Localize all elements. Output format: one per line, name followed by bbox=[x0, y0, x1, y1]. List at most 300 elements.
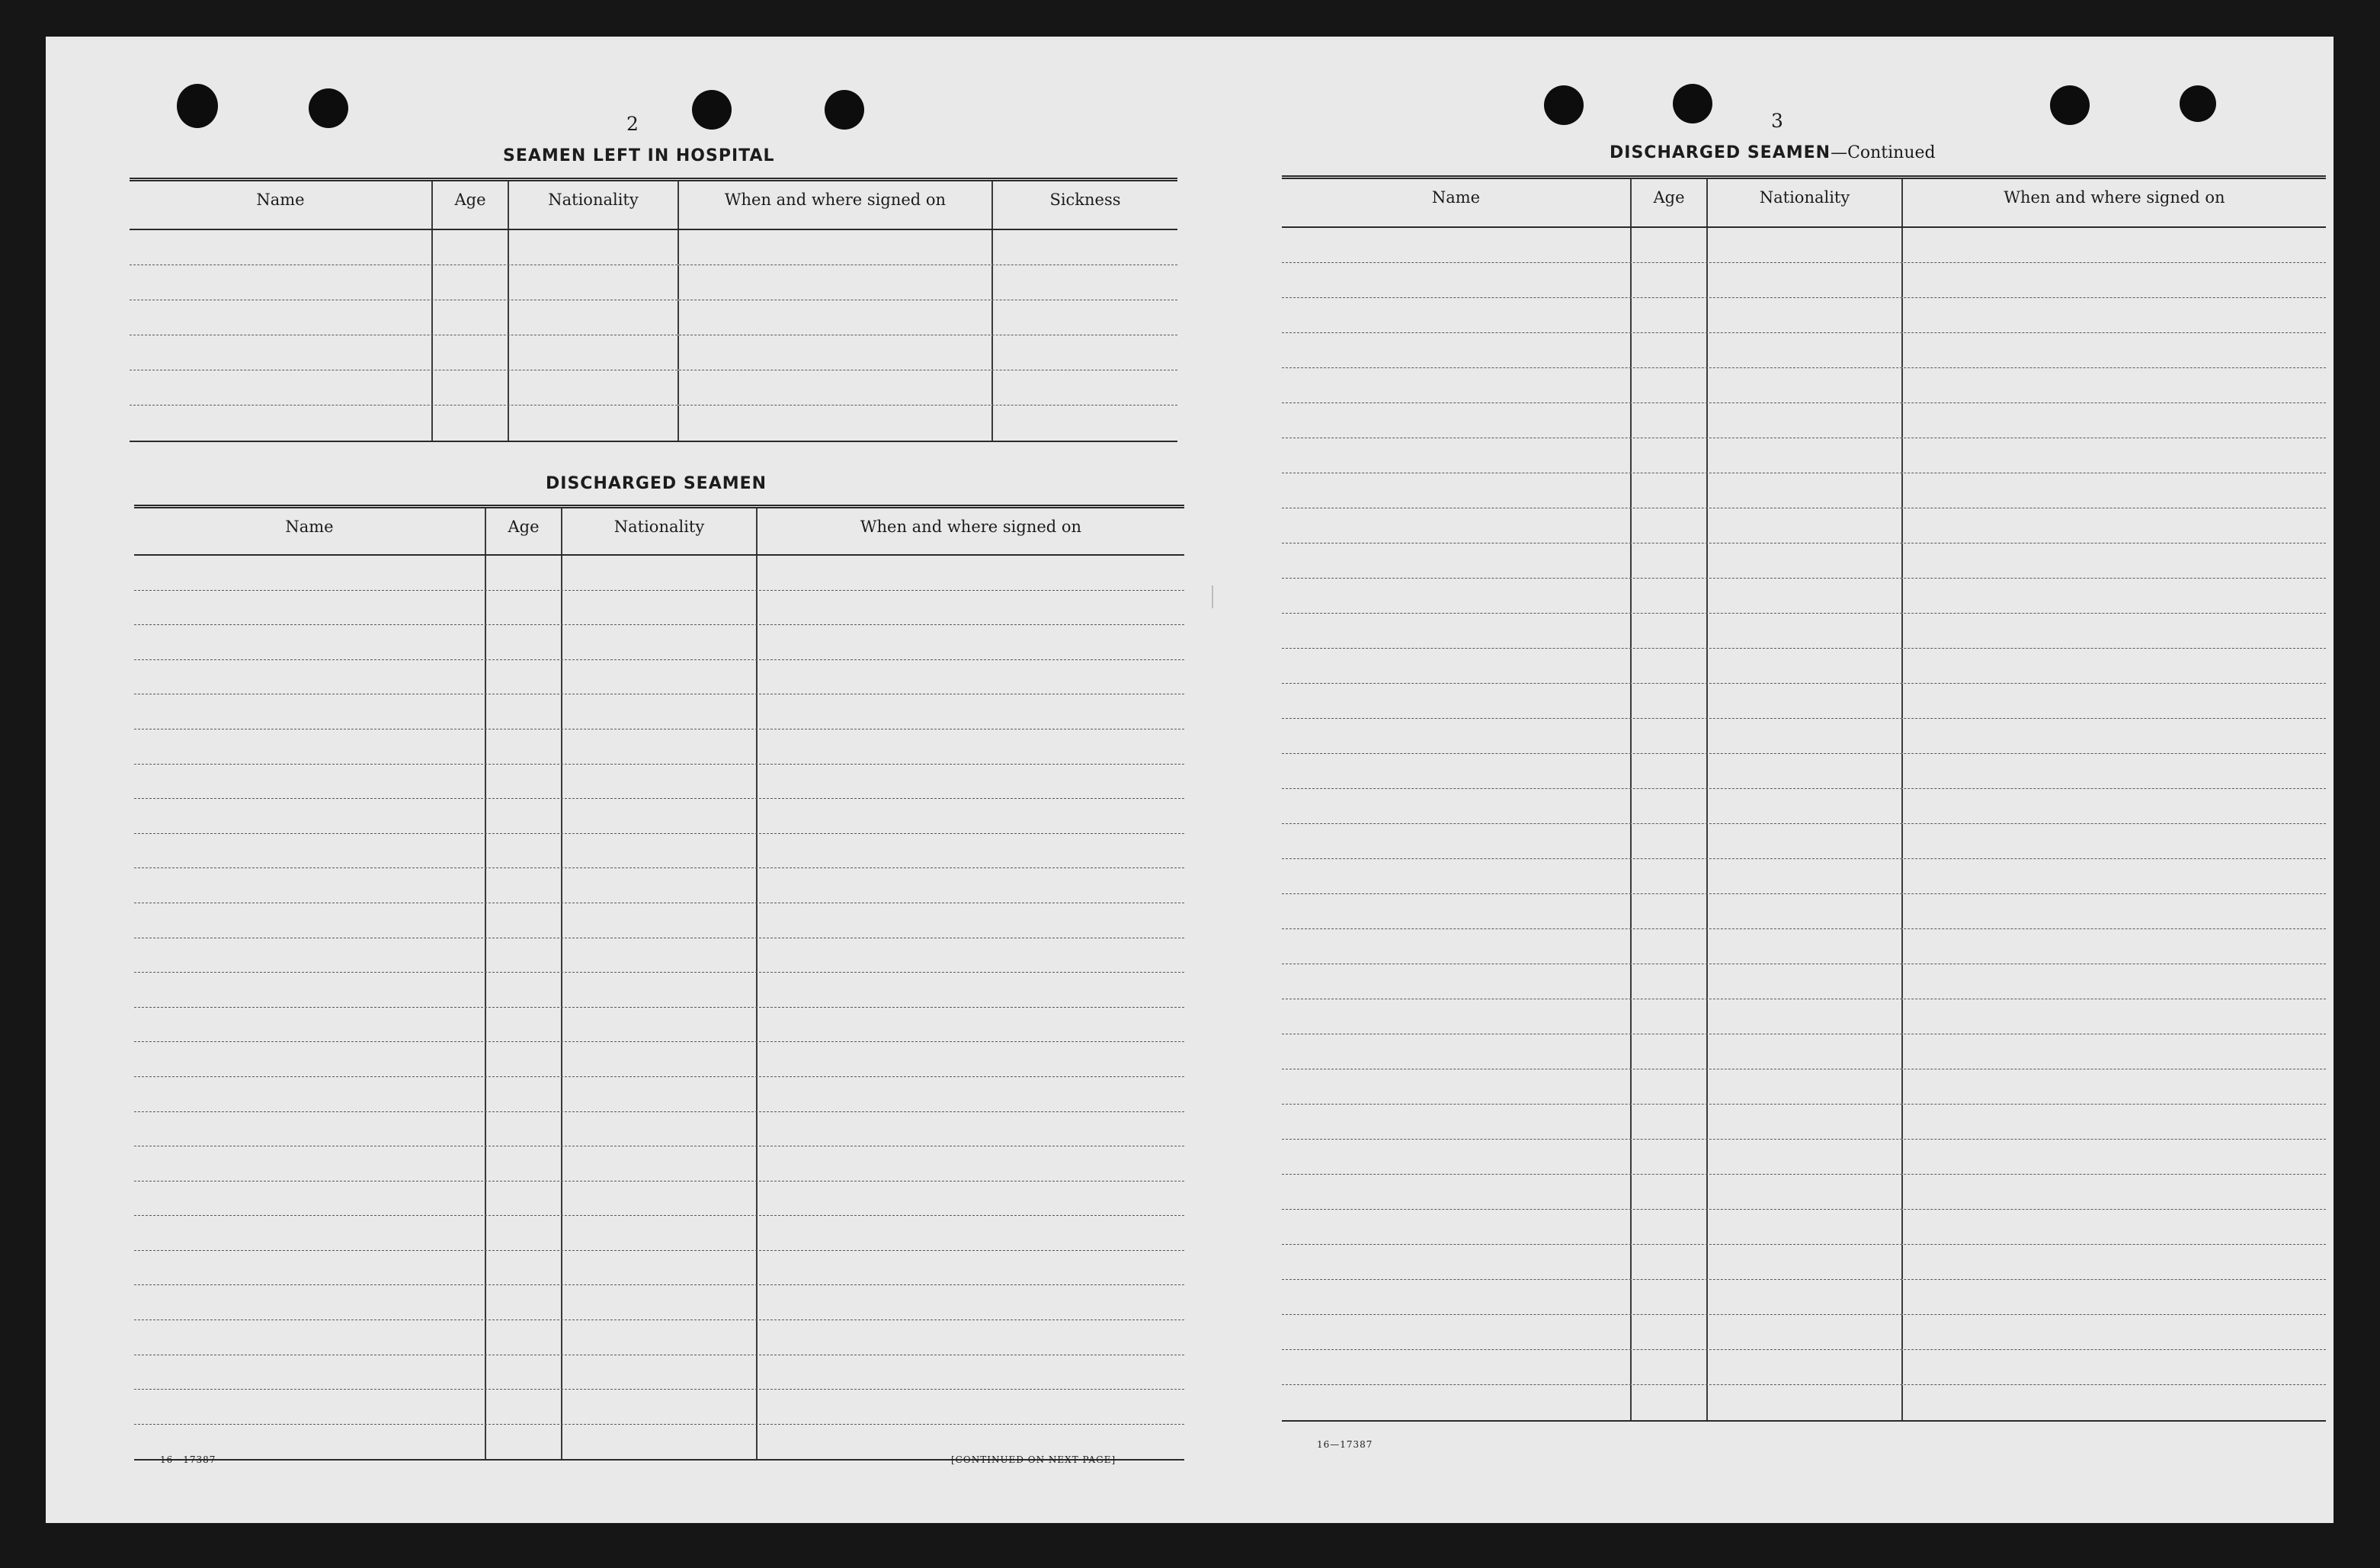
table-cell bbox=[1282, 298, 1630, 332]
col-age: Age bbox=[485, 508, 561, 554]
table-row bbox=[134, 1251, 1184, 1286]
table-cell bbox=[991, 335, 1177, 370]
table-cell bbox=[134, 1216, 485, 1250]
col-age: Age bbox=[1630, 179, 1706, 226]
table-cell bbox=[756, 1077, 1184, 1111]
table-cell bbox=[1630, 929, 1706, 964]
table-cell bbox=[485, 1042, 561, 1076]
table-cell bbox=[1706, 1210, 1901, 1244]
table-cell bbox=[756, 1216, 1184, 1250]
table-cell bbox=[1706, 438, 1901, 473]
table-cell bbox=[1282, 824, 1630, 858]
table-cell bbox=[1901, 228, 2326, 262]
table-cell bbox=[1630, 1280, 1706, 1314]
col-nationality: Nationality bbox=[508, 181, 677, 229]
table-cell bbox=[1630, 614, 1706, 648]
table-row bbox=[134, 903, 1184, 938]
table-cell bbox=[1706, 1385, 1901, 1420]
table-cell bbox=[561, 1008, 756, 1042]
table-cell bbox=[1706, 964, 1901, 999]
table-cell bbox=[1630, 1385, 1706, 1420]
table-cell bbox=[756, 625, 1184, 659]
table-cell bbox=[508, 230, 677, 265]
right-form-number: 16—17387 bbox=[1317, 1439, 1373, 1450]
table-cell bbox=[485, 1251, 561, 1285]
punch-hole-3 bbox=[692, 90, 732, 130]
table-cell bbox=[1630, 228, 1706, 262]
col-signed-on: When and where signed on bbox=[677, 181, 991, 229]
table-cell bbox=[134, 625, 485, 659]
table-cell bbox=[1706, 1175, 1901, 1209]
table-cell bbox=[561, 1182, 756, 1216]
table-row bbox=[130, 300, 1177, 335]
table-cell bbox=[1901, 859, 2326, 893]
table-row bbox=[134, 834, 1184, 869]
table-cell bbox=[1901, 719, 2326, 753]
table-cell bbox=[1630, 544, 1706, 578]
table-cell bbox=[1630, 298, 1706, 332]
table-cell bbox=[756, 799, 1184, 833]
table-cell bbox=[756, 765, 1184, 799]
table-row bbox=[1282, 298, 2326, 333]
discharged-table-header bbox=[134, 508, 1184, 556]
table-cell bbox=[756, 591, 1184, 625]
table-cell bbox=[134, 1077, 485, 1111]
table-row bbox=[134, 1042, 1184, 1077]
table-cell bbox=[561, 1320, 756, 1355]
table-cell bbox=[134, 1355, 485, 1390]
table-row bbox=[1282, 228, 2326, 263]
table-cell bbox=[1282, 964, 1630, 999]
table-cell bbox=[1706, 929, 1901, 964]
table-cell bbox=[1282, 403, 1630, 438]
table-cell bbox=[485, 973, 561, 1007]
table-cell bbox=[1630, 263, 1706, 297]
table-row bbox=[1282, 263, 2326, 298]
table-cell bbox=[485, 694, 561, 729]
table-cell bbox=[561, 1216, 756, 1250]
table-cell bbox=[561, 765, 756, 799]
table-cell bbox=[991, 265, 1177, 300]
table-cell bbox=[1706, 824, 1901, 858]
table-cell bbox=[1706, 298, 1901, 332]
col-age: Age bbox=[431, 181, 508, 229]
left-page-number: 2 bbox=[626, 113, 639, 135]
table-cell bbox=[561, 799, 756, 833]
table-cell bbox=[1282, 263, 1630, 297]
table-cell bbox=[1706, 649, 1901, 683]
table-cell bbox=[756, 1008, 1184, 1042]
table-cell bbox=[561, 591, 756, 625]
table-cell bbox=[1630, 1175, 1706, 1209]
table-cell bbox=[561, 625, 756, 659]
table-cell bbox=[1630, 1315, 1706, 1349]
table-cell bbox=[134, 903, 485, 938]
col-name: Name bbox=[285, 518, 334, 536]
table-cell bbox=[1282, 1280, 1630, 1314]
table-cell bbox=[677, 335, 991, 370]
table-cell bbox=[1706, 333, 1901, 367]
table-row bbox=[134, 1355, 1184, 1390]
table-cell bbox=[1630, 964, 1706, 999]
col-nationality: Nationality bbox=[561, 508, 756, 554]
table-cell bbox=[677, 265, 991, 300]
table-cell bbox=[1706, 859, 1901, 893]
table-cell bbox=[485, 1285, 561, 1319]
document-sheet bbox=[46, 37, 2334, 1523]
table-cell bbox=[134, 1390, 485, 1424]
punch-hole-5 bbox=[1544, 85, 1584, 125]
table-cell bbox=[756, 729, 1184, 764]
table-cell bbox=[485, 556, 561, 590]
table-cell bbox=[1630, 1105, 1706, 1139]
table-cell bbox=[508, 370, 677, 405]
table-row bbox=[1282, 1034, 2326, 1069]
table-cell bbox=[1282, 754, 1630, 788]
table-cell bbox=[1901, 1175, 2326, 1209]
table-cell bbox=[1706, 754, 1901, 788]
table-cell bbox=[1282, 719, 1630, 753]
discharged-table-body bbox=[134, 556, 1184, 1459]
table-cell bbox=[1630, 789, 1706, 823]
table-cell bbox=[1706, 1245, 1901, 1279]
table-cell bbox=[756, 556, 1184, 590]
table-row bbox=[134, 729, 1184, 765]
table-cell bbox=[431, 265, 508, 300]
table-cell bbox=[756, 973, 1184, 1007]
table-cell bbox=[1901, 614, 2326, 648]
table-row bbox=[134, 1112, 1184, 1147]
table-cell bbox=[1901, 894, 2326, 928]
table-cell bbox=[561, 660, 756, 694]
table-cell bbox=[134, 834, 485, 868]
table-cell bbox=[561, 1077, 756, 1111]
table-cell bbox=[1282, 649, 1630, 683]
table-cell bbox=[130, 406, 431, 441]
table-cell bbox=[677, 300, 991, 335]
table-cell bbox=[485, 591, 561, 625]
table-cell bbox=[991, 230, 1177, 265]
discharged-continued-title-main: DISCHARGED SEAMEN bbox=[1610, 143, 1831, 162]
table-cell bbox=[1901, 754, 2326, 788]
table-cell bbox=[1706, 473, 1901, 508]
table-cell bbox=[1901, 544, 2326, 578]
table-row bbox=[1282, 964, 2326, 999]
table-cell bbox=[431, 406, 508, 441]
table-cell bbox=[134, 660, 485, 694]
table-row bbox=[1282, 649, 2326, 684]
table-row bbox=[134, 938, 1184, 973]
table-cell bbox=[1901, 579, 2326, 613]
table-cell bbox=[991, 370, 1177, 405]
punch-hole-1 bbox=[177, 84, 218, 128]
table-cell bbox=[1282, 1034, 1630, 1069]
table-cell bbox=[1630, 579, 1706, 613]
table-cell bbox=[1706, 789, 1901, 823]
table-cell bbox=[991, 406, 1177, 441]
discharged-section-title: DISCHARGED SEAMEN bbox=[546, 474, 767, 493]
table-cell bbox=[1630, 333, 1706, 367]
table-cell bbox=[1901, 1280, 2326, 1314]
table-cell bbox=[1630, 754, 1706, 788]
table-row bbox=[134, 765, 1184, 800]
table-row bbox=[134, 1146, 1184, 1182]
table-cell bbox=[485, 799, 561, 833]
table-row bbox=[130, 230, 1177, 265]
table-cell bbox=[485, 1355, 561, 1390]
table-cell bbox=[1630, 999, 1706, 1034]
table-cell bbox=[1282, 473, 1630, 508]
table-cell bbox=[1630, 1210, 1706, 1244]
table-cell bbox=[756, 1390, 1184, 1424]
table-cell bbox=[1706, 368, 1901, 402]
table-cell bbox=[1706, 894, 1901, 928]
table-cell bbox=[1282, 1350, 1630, 1384]
table-cell bbox=[1706, 1350, 1901, 1384]
table-cell bbox=[1901, 964, 2326, 999]
table-cell bbox=[561, 729, 756, 764]
table-cell bbox=[1706, 1034, 1901, 1069]
table-cell bbox=[561, 1112, 756, 1146]
table-cell bbox=[130, 265, 431, 300]
table-cell bbox=[677, 406, 991, 441]
table-cell bbox=[1282, 894, 1630, 928]
table-cell bbox=[1706, 614, 1901, 648]
table-cell bbox=[756, 834, 1184, 868]
table-cell bbox=[1901, 824, 2326, 858]
table-cell bbox=[134, 1146, 485, 1181]
table-cell bbox=[756, 1146, 1184, 1181]
table-row bbox=[1282, 1069, 2326, 1105]
table-cell bbox=[431, 370, 508, 405]
hospital-table-body bbox=[130, 230, 1177, 441]
table-cell bbox=[1901, 649, 2326, 683]
discharged-continued-body bbox=[1282, 228, 2326, 1420]
table-cell bbox=[1282, 368, 1630, 402]
table-cell bbox=[485, 765, 561, 799]
table-cell bbox=[134, 938, 485, 973]
table-row bbox=[1282, 1245, 2326, 1280]
table-cell bbox=[130, 300, 431, 335]
table-row bbox=[134, 591, 1184, 626]
table-row bbox=[134, 868, 1184, 903]
table-cell bbox=[561, 1355, 756, 1390]
discharged-continued-table bbox=[1282, 175, 2326, 1422]
table-row bbox=[1282, 929, 2326, 964]
table-cell bbox=[1630, 403, 1706, 438]
table-cell bbox=[756, 1182, 1184, 1216]
table-row bbox=[134, 973, 1184, 1008]
table-cell bbox=[1282, 508, 1630, 543]
table-cell bbox=[1901, 1315, 2326, 1349]
table-row bbox=[1282, 473, 2326, 508]
table-row bbox=[1282, 1385, 2326, 1420]
discharged-continued-header bbox=[1282, 179, 2326, 228]
table-cell bbox=[1282, 1105, 1630, 1139]
table-cell bbox=[1901, 929, 2326, 964]
table-cell bbox=[1901, 1069, 2326, 1104]
table-row bbox=[1282, 719, 2326, 754]
continued-note: [CONTINUED ON NEXT PAGE] bbox=[951, 1454, 1116, 1465]
table-cell bbox=[485, 660, 561, 694]
table-cell bbox=[1630, 894, 1706, 928]
table-cell bbox=[485, 1182, 561, 1216]
table-cell bbox=[756, 1285, 1184, 1319]
table-row bbox=[134, 1320, 1184, 1355]
table-row bbox=[134, 1008, 1184, 1043]
table-cell bbox=[1706, 263, 1901, 297]
table-cell bbox=[134, 1042, 485, 1076]
col-sickness: Sickness bbox=[991, 181, 1177, 229]
table-cell bbox=[756, 1355, 1184, 1390]
table-cell bbox=[1901, 1385, 2326, 1420]
table-cell bbox=[508, 265, 677, 300]
table-cell bbox=[1706, 508, 1901, 543]
table-row bbox=[134, 1216, 1184, 1251]
table-cell bbox=[561, 1042, 756, 1076]
table-cell bbox=[1901, 368, 2326, 402]
table-cell bbox=[485, 1077, 561, 1111]
table-cell bbox=[1282, 1069, 1630, 1104]
table-cell bbox=[561, 694, 756, 729]
table-row bbox=[134, 660, 1184, 695]
table-row bbox=[130, 370, 1177, 406]
table-cell bbox=[134, 694, 485, 729]
table-row bbox=[1282, 1350, 2326, 1385]
table-cell bbox=[1901, 508, 2326, 543]
table-row bbox=[1282, 894, 2326, 929]
table-cell bbox=[1901, 1105, 2326, 1139]
table-cell bbox=[431, 335, 508, 370]
table-cell bbox=[130, 370, 431, 405]
table-cell bbox=[1630, 1034, 1706, 1069]
table-row bbox=[1282, 508, 2326, 544]
table-row bbox=[134, 625, 1184, 660]
col-signed-on: When and where signed on bbox=[1901, 179, 2326, 226]
table-cell bbox=[1706, 719, 1901, 753]
table-row bbox=[1282, 789, 2326, 824]
table-cell bbox=[1901, 1140, 2326, 1174]
table-cell bbox=[1706, 1280, 1901, 1314]
punch-hole-6 bbox=[1673, 84, 1712, 123]
table-cell bbox=[756, 1042, 1184, 1076]
table-cell bbox=[1282, 999, 1630, 1034]
table-cell bbox=[1901, 403, 2326, 438]
center-fold bbox=[1212, 585, 1213, 608]
table-cell bbox=[134, 1320, 485, 1355]
table-cell bbox=[1901, 298, 2326, 332]
punch-hole-8 bbox=[2180, 85, 2216, 122]
table-cell bbox=[1901, 789, 2326, 823]
table-cell bbox=[756, 694, 1184, 729]
table-row bbox=[134, 1077, 1184, 1112]
table-cell bbox=[1706, 1315, 1901, 1349]
table-cell bbox=[1706, 684, 1901, 718]
table-cell bbox=[1901, 473, 2326, 508]
table-cell bbox=[1282, 1175, 1630, 1209]
table-cell bbox=[134, 973, 485, 1007]
table-cell bbox=[134, 591, 485, 625]
discharged-continued-title bbox=[1610, 143, 1936, 162]
discharged-table bbox=[134, 505, 1184, 1461]
table-cell bbox=[508, 335, 677, 370]
table-cell bbox=[561, 1425, 756, 1460]
table-cell bbox=[677, 370, 991, 405]
table-cell bbox=[1630, 1350, 1706, 1384]
table-row bbox=[1282, 1140, 2326, 1175]
table-cell bbox=[756, 1112, 1184, 1146]
table-cell bbox=[1282, 1140, 1630, 1174]
table-row bbox=[134, 1182, 1184, 1217]
table-cell bbox=[1282, 579, 1630, 613]
hospital-table bbox=[130, 178, 1177, 442]
table-cell bbox=[485, 903, 561, 938]
table-cell bbox=[1630, 1245, 1706, 1279]
table-row bbox=[1282, 824, 2326, 859]
table-cell bbox=[1282, 1210, 1630, 1244]
table-row bbox=[1282, 684, 2326, 719]
table-cell bbox=[1901, 438, 2326, 473]
table-cell bbox=[1282, 684, 1630, 718]
table-cell bbox=[756, 1320, 1184, 1355]
table-row bbox=[1282, 614, 2326, 649]
table-cell bbox=[485, 868, 561, 903]
table-cell bbox=[561, 973, 756, 1007]
table-row bbox=[1282, 544, 2326, 579]
table-cell bbox=[756, 938, 1184, 973]
table-row bbox=[1282, 438, 2326, 473]
table-cell bbox=[1901, 263, 2326, 297]
table-cell bbox=[134, 1182, 485, 1216]
punch-hole-2 bbox=[309, 88, 348, 128]
table-cell bbox=[1282, 614, 1630, 648]
table-cell bbox=[756, 903, 1184, 938]
table-cell bbox=[561, 1285, 756, 1319]
table-cell bbox=[1706, 579, 1901, 613]
table-cell bbox=[431, 300, 508, 335]
table-row bbox=[130, 335, 1177, 370]
table-cell bbox=[485, 1320, 561, 1355]
table-cell bbox=[1282, 1245, 1630, 1279]
table-cell bbox=[561, 834, 756, 868]
table-cell bbox=[1901, 999, 2326, 1034]
table-cell bbox=[756, 660, 1184, 694]
table-cell bbox=[561, 868, 756, 903]
table-cell bbox=[1630, 824, 1706, 858]
table-cell bbox=[485, 1112, 561, 1146]
table-cell bbox=[134, 1251, 485, 1285]
table-cell bbox=[1706, 1140, 1901, 1174]
table-cell bbox=[1706, 544, 1901, 578]
table-row bbox=[1282, 368, 2326, 403]
table-row bbox=[134, 556, 1184, 591]
table-cell bbox=[1630, 368, 1706, 402]
table-cell bbox=[1282, 859, 1630, 893]
table-cell bbox=[1282, 1315, 1630, 1349]
table-cell bbox=[1630, 719, 1706, 753]
table-cell bbox=[1282, 789, 1630, 823]
table-cell bbox=[431, 230, 508, 265]
table-cell bbox=[1630, 649, 1706, 683]
table-cell bbox=[561, 1146, 756, 1181]
table-cell bbox=[1901, 1350, 2326, 1384]
table-row bbox=[1282, 1105, 2326, 1140]
table-row bbox=[134, 1390, 1184, 1425]
table-cell bbox=[485, 1146, 561, 1181]
table-cell bbox=[561, 903, 756, 938]
table-cell bbox=[485, 729, 561, 764]
punch-hole-7 bbox=[2050, 85, 2090, 125]
